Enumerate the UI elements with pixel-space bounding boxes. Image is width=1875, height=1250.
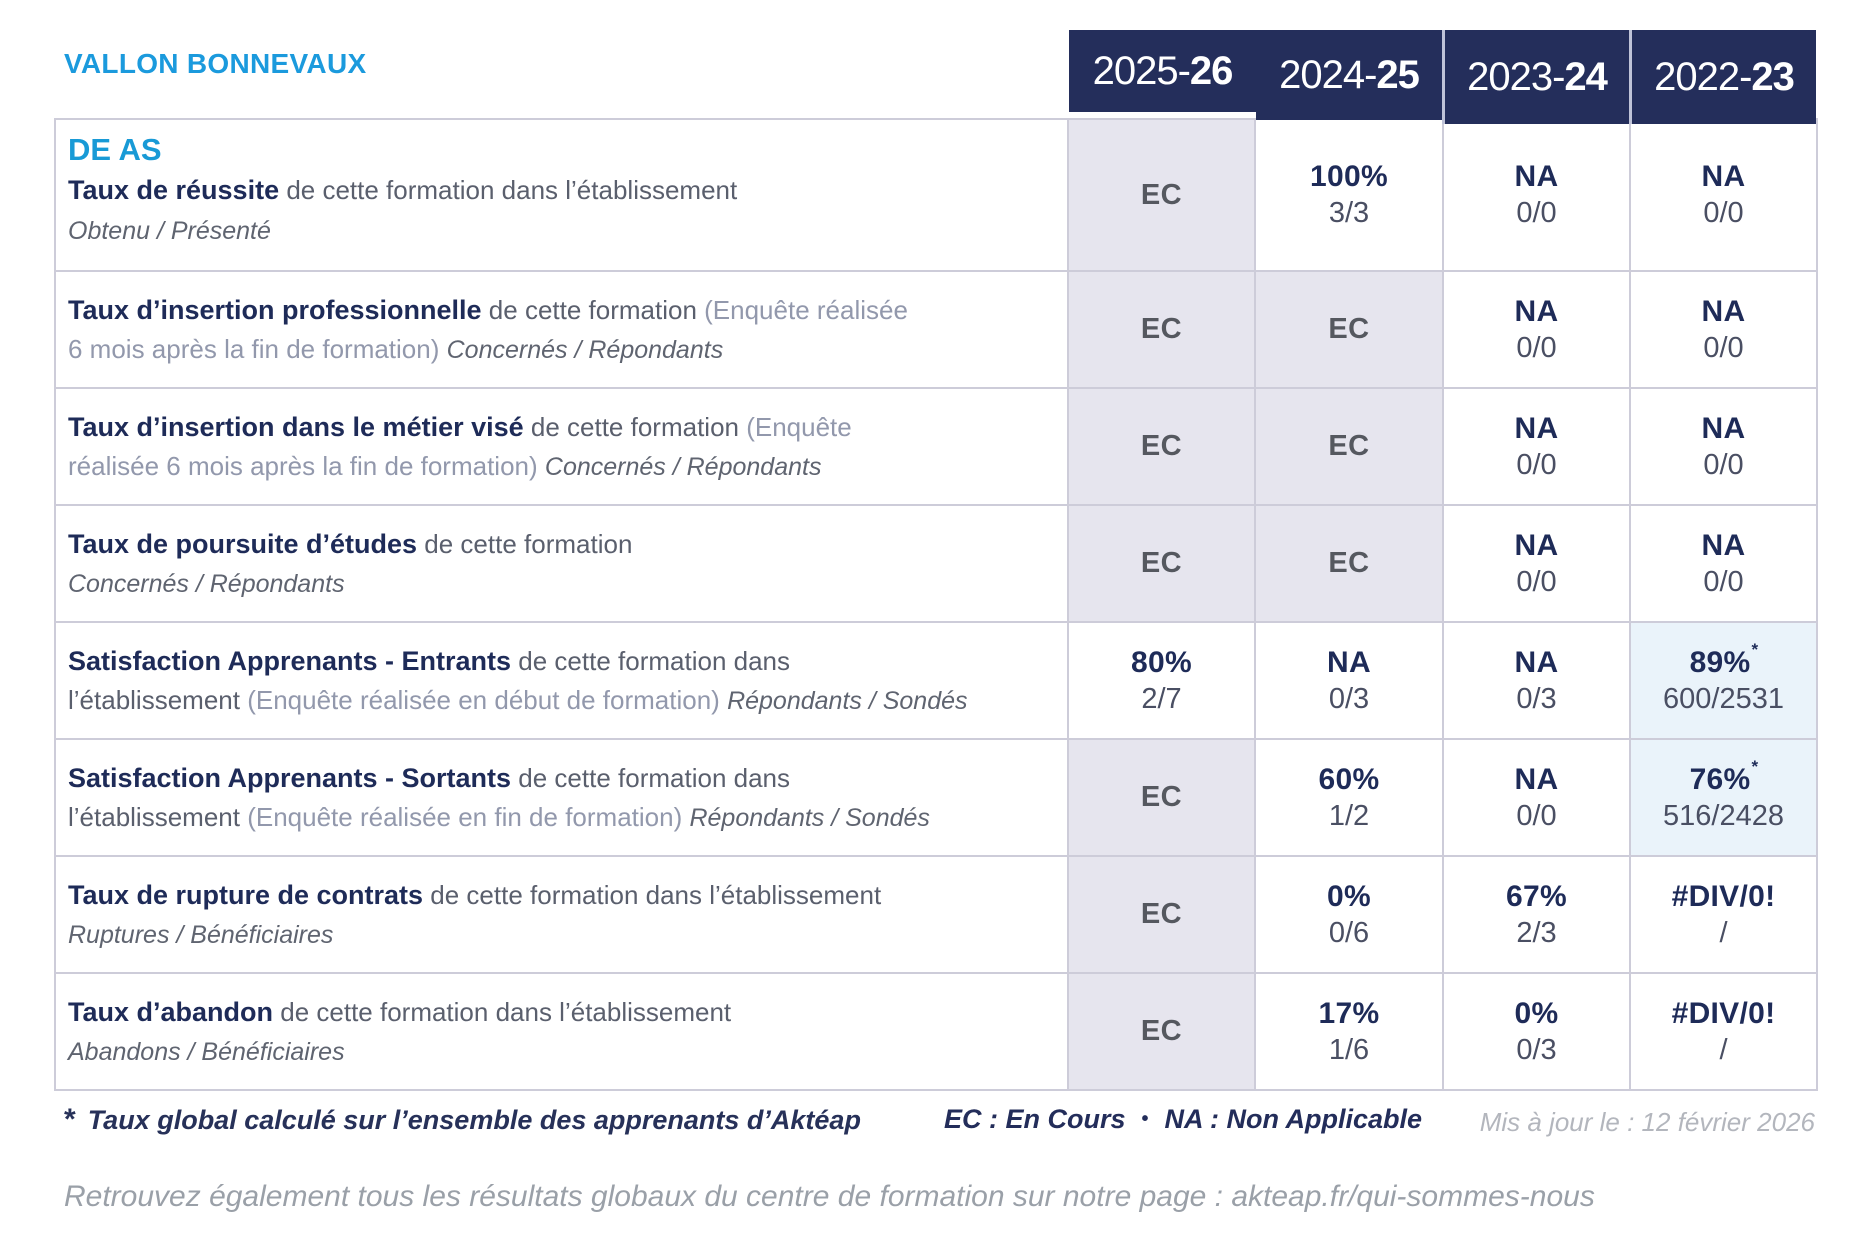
cell-sub-value: 0/3 [1516, 1033, 1557, 1066]
cell-main-value: 100% [1310, 160, 1388, 193]
cell-sub-value: 0/0 [1516, 197, 1557, 229]
cell-main-value: EC [1140, 313, 1183, 345]
cell-main-value: NA [1701, 411, 1746, 445]
cell-main-value: NA [1514, 160, 1559, 193]
label-segment: Satisfaction Apprenants - Entrants [68, 645, 512, 676]
cell-main-value: EC [1328, 547, 1370, 579]
label-segment: (Enquête réalisée en fin de formation) [247, 802, 690, 832]
value-cell-satisfaction-sortants-2023-24 [1444, 740, 1629, 855]
label-segment: Concernés / Répondants [68, 570, 345, 598]
value-cell-taux-insertion-metier-vise-2022-23 [1631, 389, 1816, 504]
value-cell-satisfaction-entrants-2023-24 [1444, 623, 1629, 738]
footnote-star: * [1751, 756, 1759, 776]
value-cell-taux-de-reussite-2024-25 [1256, 120, 1442, 270]
value-cell-taux-abandon-2023-24 [1444, 974, 1629, 1089]
row-label-satisfaction-sortants [56, 740, 1067, 855]
cell-sub-value: 0/0 [1516, 331, 1557, 364]
footnote-text: Taux global calculé sur l’ensemble des apprenants d’Aktéap [87, 1105, 861, 1135]
course-title: DE AS [68, 132, 162, 167]
cell-main-value: NA [1514, 645, 1559, 679]
value-cell-taux-poursuite-etudes-2023-24 [1444, 506, 1629, 621]
legend-ec: EC : En Cours [944, 1104, 1126, 1134]
label-segment: Obtenu / Présenté [68, 216, 271, 245]
value-cell-taux-abandon-2022-23 [1631, 974, 1816, 1089]
cell-sub-value: 0/6 [1328, 916, 1370, 949]
cell-sub-value: 0/0 [1703, 448, 1744, 481]
value-cell-taux-abandon-2025-26 [1069, 974, 1254, 1089]
year-suffix: 25 [1376, 52, 1419, 97]
cell-main-value: NA [1514, 294, 1559, 328]
value-cell-taux-de-reussite-2022-23 [1631, 120, 1816, 270]
cell-main-value: NA [1701, 160, 1746, 193]
cell-main-value: 76%* [1689, 756, 1759, 796]
cell-main-value: #DIV/0! [1671, 879, 1776, 913]
year-prefix: 2024- [1279, 52, 1377, 97]
value-cell-taux-de-reussite-2023-24 [1444, 120, 1629, 270]
cell-sub-value: 600/2531 [1663, 682, 1784, 715]
value-cell-taux-poursuite-etudes-2024-25 [1256, 506, 1442, 621]
global-results-note: Retrouvez également tous les résultats globaux du centre de formation sur notre page : akteap.fr/qui-sommes-nous [64, 1180, 1595, 1213]
cell-sub-value: / [1719, 916, 1728, 949]
row-label-taux-insertion-professionnelle [56, 272, 1067, 387]
label-segment: de cette formation dans l’établissement [279, 175, 738, 205]
bullet-separator: • [1141, 1108, 1149, 1130]
row-label-text [68, 992, 1049, 1072]
label-segment: (Enquête réalisée en début de formation) [247, 685, 728, 715]
cell-sub-value: 516/2428 [1663, 799, 1784, 832]
value-cell-taux-poursuite-etudes-2025-26 [1069, 506, 1254, 621]
cell-main-value: EC [1140, 430, 1183, 462]
cell-sub-value: 0/0 [1516, 799, 1557, 832]
row-label-text [68, 290, 1049, 370]
value-cell-taux-rupture-contrats-2024-25 [1256, 857, 1442, 972]
cell-sub-value: 2/3 [1516, 916, 1557, 949]
cell-sub-value: 2/7 [1141, 682, 1182, 715]
label-segment: Ruptures / Bénéficiaires [68, 921, 334, 949]
value-cell-taux-insertion-professionnelle-2025-26 [1069, 272, 1254, 387]
cell-sub-value: 0/0 [1703, 565, 1744, 598]
value-cell-taux-insertion-professionnelle-2022-23 [1631, 272, 1816, 387]
label-segment: Taux de réussite [68, 175, 280, 205]
cell-sub-value: 0/0 [1516, 448, 1557, 481]
value-cell-taux-abandon-2024-25 [1256, 974, 1442, 1089]
row-label-text [68, 641, 1049, 721]
year-suffix: 26 [1189, 48, 1233, 93]
value-cell-taux-rupture-contrats-2022-23 [1631, 857, 1816, 972]
row-label-text [68, 875, 1049, 955]
label-segment: l’établissement [68, 685, 248, 715]
org-title: VALLON BONNEVAUX [64, 48, 367, 79]
column-header-2025-26 [1069, 30, 1256, 112]
label-segment: Répondants / Sondés [727, 687, 968, 715]
row-label-satisfaction-entrants [56, 623, 1067, 738]
year-prefix: 2023- [1467, 54, 1565, 99]
cell-main-value: NA [1701, 294, 1746, 328]
cell-sub-value: 0/0 [1703, 331, 1744, 364]
asterisk-marker: * [64, 1103, 76, 1136]
cell-sub-value: 0/0 [1516, 565, 1557, 598]
row-label-taux-poursuite-etudes [56, 506, 1067, 621]
label-segment: Concernés / Répondants [544, 453, 822, 481]
value-cell-satisfaction-entrants-2025-26 [1069, 623, 1254, 738]
cell-sub-value: 0/0 [1703, 197, 1744, 229]
cell-sub-value: 1/6 [1328, 1033, 1370, 1066]
value-cell-taux-insertion-metier-vise-2024-25 [1256, 389, 1442, 504]
value-cell-taux-insertion-professionnelle-2024-25 [1256, 272, 1442, 387]
label-segment: de cette formation dans l’établissement [423, 879, 882, 910]
row-label-taux-abandon [56, 974, 1067, 1089]
label-segment: Abandons / Bénéficiaires [68, 1038, 345, 1066]
cell-main-value: EC [1140, 781, 1183, 813]
cell-main-value: EC [1140, 178, 1183, 211]
cell-main-value: NA [1514, 762, 1559, 796]
label-segment: réalisée 6 mois après la fin de formation) [68, 451, 545, 481]
value-cell-taux-poursuite-etudes-2022-23 [1631, 506, 1816, 621]
value-cell-taux-rupture-contrats-2025-26 [1069, 857, 1254, 972]
value-cell-taux-rupture-contrats-2023-24 [1444, 857, 1629, 972]
cell-main-value: NA [1514, 411, 1559, 445]
cell-main-value: NA [1327, 645, 1371, 679]
row-label-text [68, 170, 1049, 250]
value-cell-satisfaction-sortants-2025-26 [1069, 740, 1254, 855]
label-segment: l’établissement [68, 802, 248, 832]
label-segment: (Enquête [746, 411, 852, 442]
row-label-text [68, 758, 1049, 838]
cell-main-value: EC [1140, 898, 1183, 930]
cell-sub-value: / [1719, 1033, 1728, 1066]
indicators-table [54, 118, 1818, 1091]
year-header-row [1069, 30, 1816, 124]
cell-sub-value: 1/2 [1328, 799, 1370, 832]
year-prefix: 2025- [1092, 48, 1190, 93]
cell-sub-value: 0/3 [1516, 682, 1557, 715]
last-updated: Mis à jour le : 12 février 2026 [1479, 1107, 1815, 1137]
cell-main-value: EC [1328, 430, 1370, 462]
row-label-taux-de-reussite [56, 120, 1067, 270]
cell-main-value: 17% [1318, 996, 1380, 1030]
year-suffix: 23 [1751, 54, 1794, 99]
row-label-text [68, 524, 1049, 604]
row-label-taux-rupture-contrats [56, 857, 1067, 972]
label-segment: Taux de poursuite d’études [68, 528, 418, 559]
column-header-2024-25 [1256, 30, 1442, 120]
label-segment: 6 mois après la fin de formation) [68, 334, 447, 364]
label-segment: Taux d’insertion professionnelle [68, 294, 482, 325]
column-header-2022-23 [1629, 30, 1816, 124]
label-segment: Taux d’insertion dans le métier visé [68, 411, 524, 442]
row-label-taux-insertion-metier-vise [56, 389, 1067, 504]
cell-main-value: 0% [1327, 879, 1371, 913]
value-cell-satisfaction-sortants-2022-23 [1631, 740, 1816, 855]
cell-main-value: #DIV/0! [1671, 996, 1776, 1030]
cell-main-value: 80% [1131, 645, 1192, 679]
cell-main-value: NA [1514, 528, 1559, 562]
value-cell-satisfaction-entrants-2024-25 [1256, 623, 1442, 738]
legend-na: NA : Non Applicable [1164, 1104, 1423, 1134]
cell-main-value: 0% [1514, 996, 1559, 1030]
value-cell-taux-insertion-metier-vise-2025-26 [1069, 389, 1254, 504]
label-segment: de cette formation [417, 528, 633, 559]
cell-main-value: 60% [1318, 762, 1380, 796]
label-segment: Satisfaction Apprenants - Sortants [68, 762, 512, 793]
footnote-star: * [1751, 639, 1759, 659]
cell-main-value: 67% [1506, 879, 1567, 913]
value-cell-taux-insertion-metier-vise-2023-24 [1444, 389, 1629, 504]
cell-main-value: EC [1328, 313, 1370, 345]
footnote [64, 1103, 861, 1137]
label-segment: de cette formation dans [511, 645, 791, 676]
cell-main-value: EC [1140, 1015, 1183, 1047]
label-segment: Taux de rupture de contrats [68, 879, 424, 910]
label-segment: de cette formation dans l’établissement [273, 996, 732, 1027]
label-segment: Répondants / Sondés [689, 804, 930, 832]
value-cell-satisfaction-entrants-2022-23 [1631, 623, 1816, 738]
label-segment: de cette formation [523, 411, 747, 442]
year-prefix: 2022- [1654, 54, 1752, 99]
label-segment: de cette formation dans [511, 762, 791, 793]
cell-main-value: EC [1140, 547, 1183, 579]
row-label-text [68, 407, 1049, 487]
label-segment: Taux d’abandon [68, 996, 274, 1027]
cell-sub-value: 0/3 [1328, 682, 1370, 715]
cell-main-value: NA [1701, 528, 1746, 562]
value-cell-taux-de-reussite-2025-26 [1069, 120, 1254, 270]
value-cell-satisfaction-sortants-2024-25 [1256, 740, 1442, 855]
cell-sub-value: 3/3 [1328, 197, 1370, 229]
label-segment: de cette formation [481, 294, 705, 325]
cell-main-value: 89%* [1689, 639, 1759, 679]
value-cell-taux-insertion-professionnelle-2023-24 [1444, 272, 1629, 387]
column-header-2023-24 [1442, 30, 1629, 124]
abbreviations-legend [944, 1104, 1422, 1135]
label-segment: (Enquête réalisée [704, 294, 908, 325]
year-suffix: 24 [1564, 54, 1607, 99]
label-segment: Concernés / Répondants [446, 336, 724, 364]
